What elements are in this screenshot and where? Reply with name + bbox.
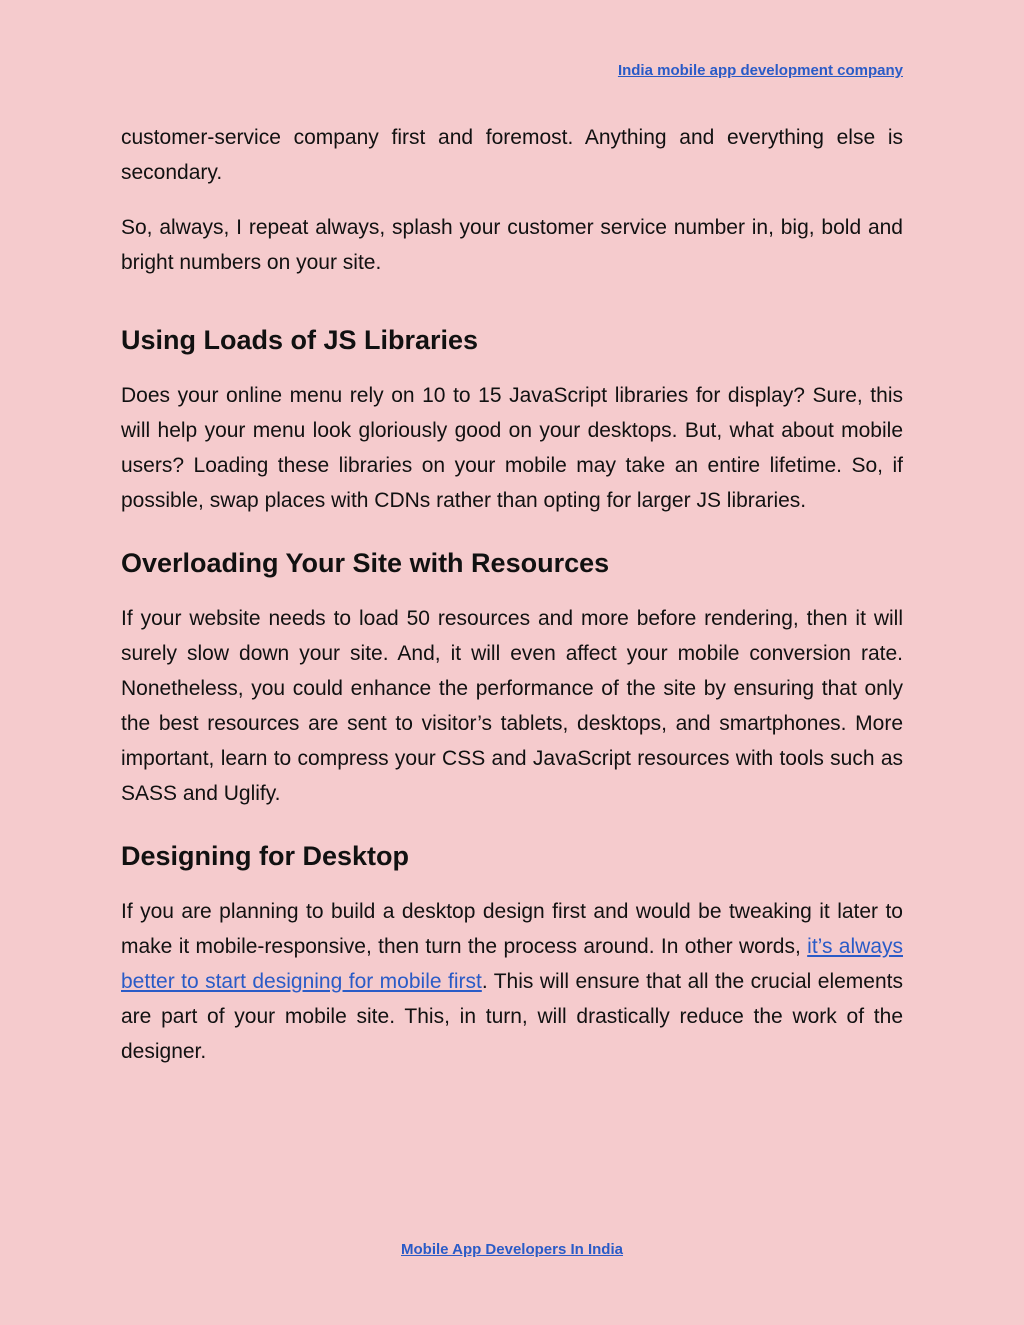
paragraph-designing-desktop — [121, 894, 903, 1069]
mobile-first-link[interactable]: it’s always better to start designing for mobile first — [121, 935, 903, 993]
paragraph-text-after-link: . This will ensure that all the crucial elements are part of your mobile site. This, in turn, will drastically reduce the work of the designer. — [121, 970, 903, 1063]
paragraph-js-libraries: Does your online menu rely on 10 to 15 JavaScript libraries for display? Sure, this will help your menu look gloriously good on your desktops. But, what about mobile users? Loading these libraries on your mobile may take an entire lifetime. So, if possible, swap places with CDNs rather than opting for larger JS libraries. — [121, 384, 903, 512]
header-company-link[interactable]: India mobile app development company — [617, 62, 903, 79]
paragraph-text-before-link: If you are planning to build a desktop design first and would be tweaking it later to make it mobile-responsive, then turn the process around. In other words, — [121, 900, 903, 958]
footer-developers-link[interactable]: Mobile App Developers In India — [401, 1241, 623, 1258]
article-content — [121, 120, 903, 1089]
customer-service-paragraph: So, always, I repeat always, splash your customer service number in, big, bold and bright numbers on your site. — [121, 216, 903, 274]
heading-js-libraries: Using Loads of JS Libraries — [121, 325, 479, 355]
heading-overloading-resources: Overloading Your Site with Resources — [121, 548, 610, 578]
heading-designing-desktop: Designing for Desktop — [121, 841, 410, 871]
intro-paragraph: customer-service company first and foremost. Anything and everything else is secondary. — [121, 126, 903, 184]
paragraph-overloading-resources: If your website needs to load 50 resources and more before rendering, then it will surely slow down your site. And, it will even affect your mobile conversion rate. Nonetheless, you could enhance the performance of the site by ensuring that only the best resources are sent to visitor’s tablets, desktops, and smartphones. More important, learn to compress your CSS and JavaScript resources with tools such as SASS and Uglify. — [121, 607, 903, 805]
